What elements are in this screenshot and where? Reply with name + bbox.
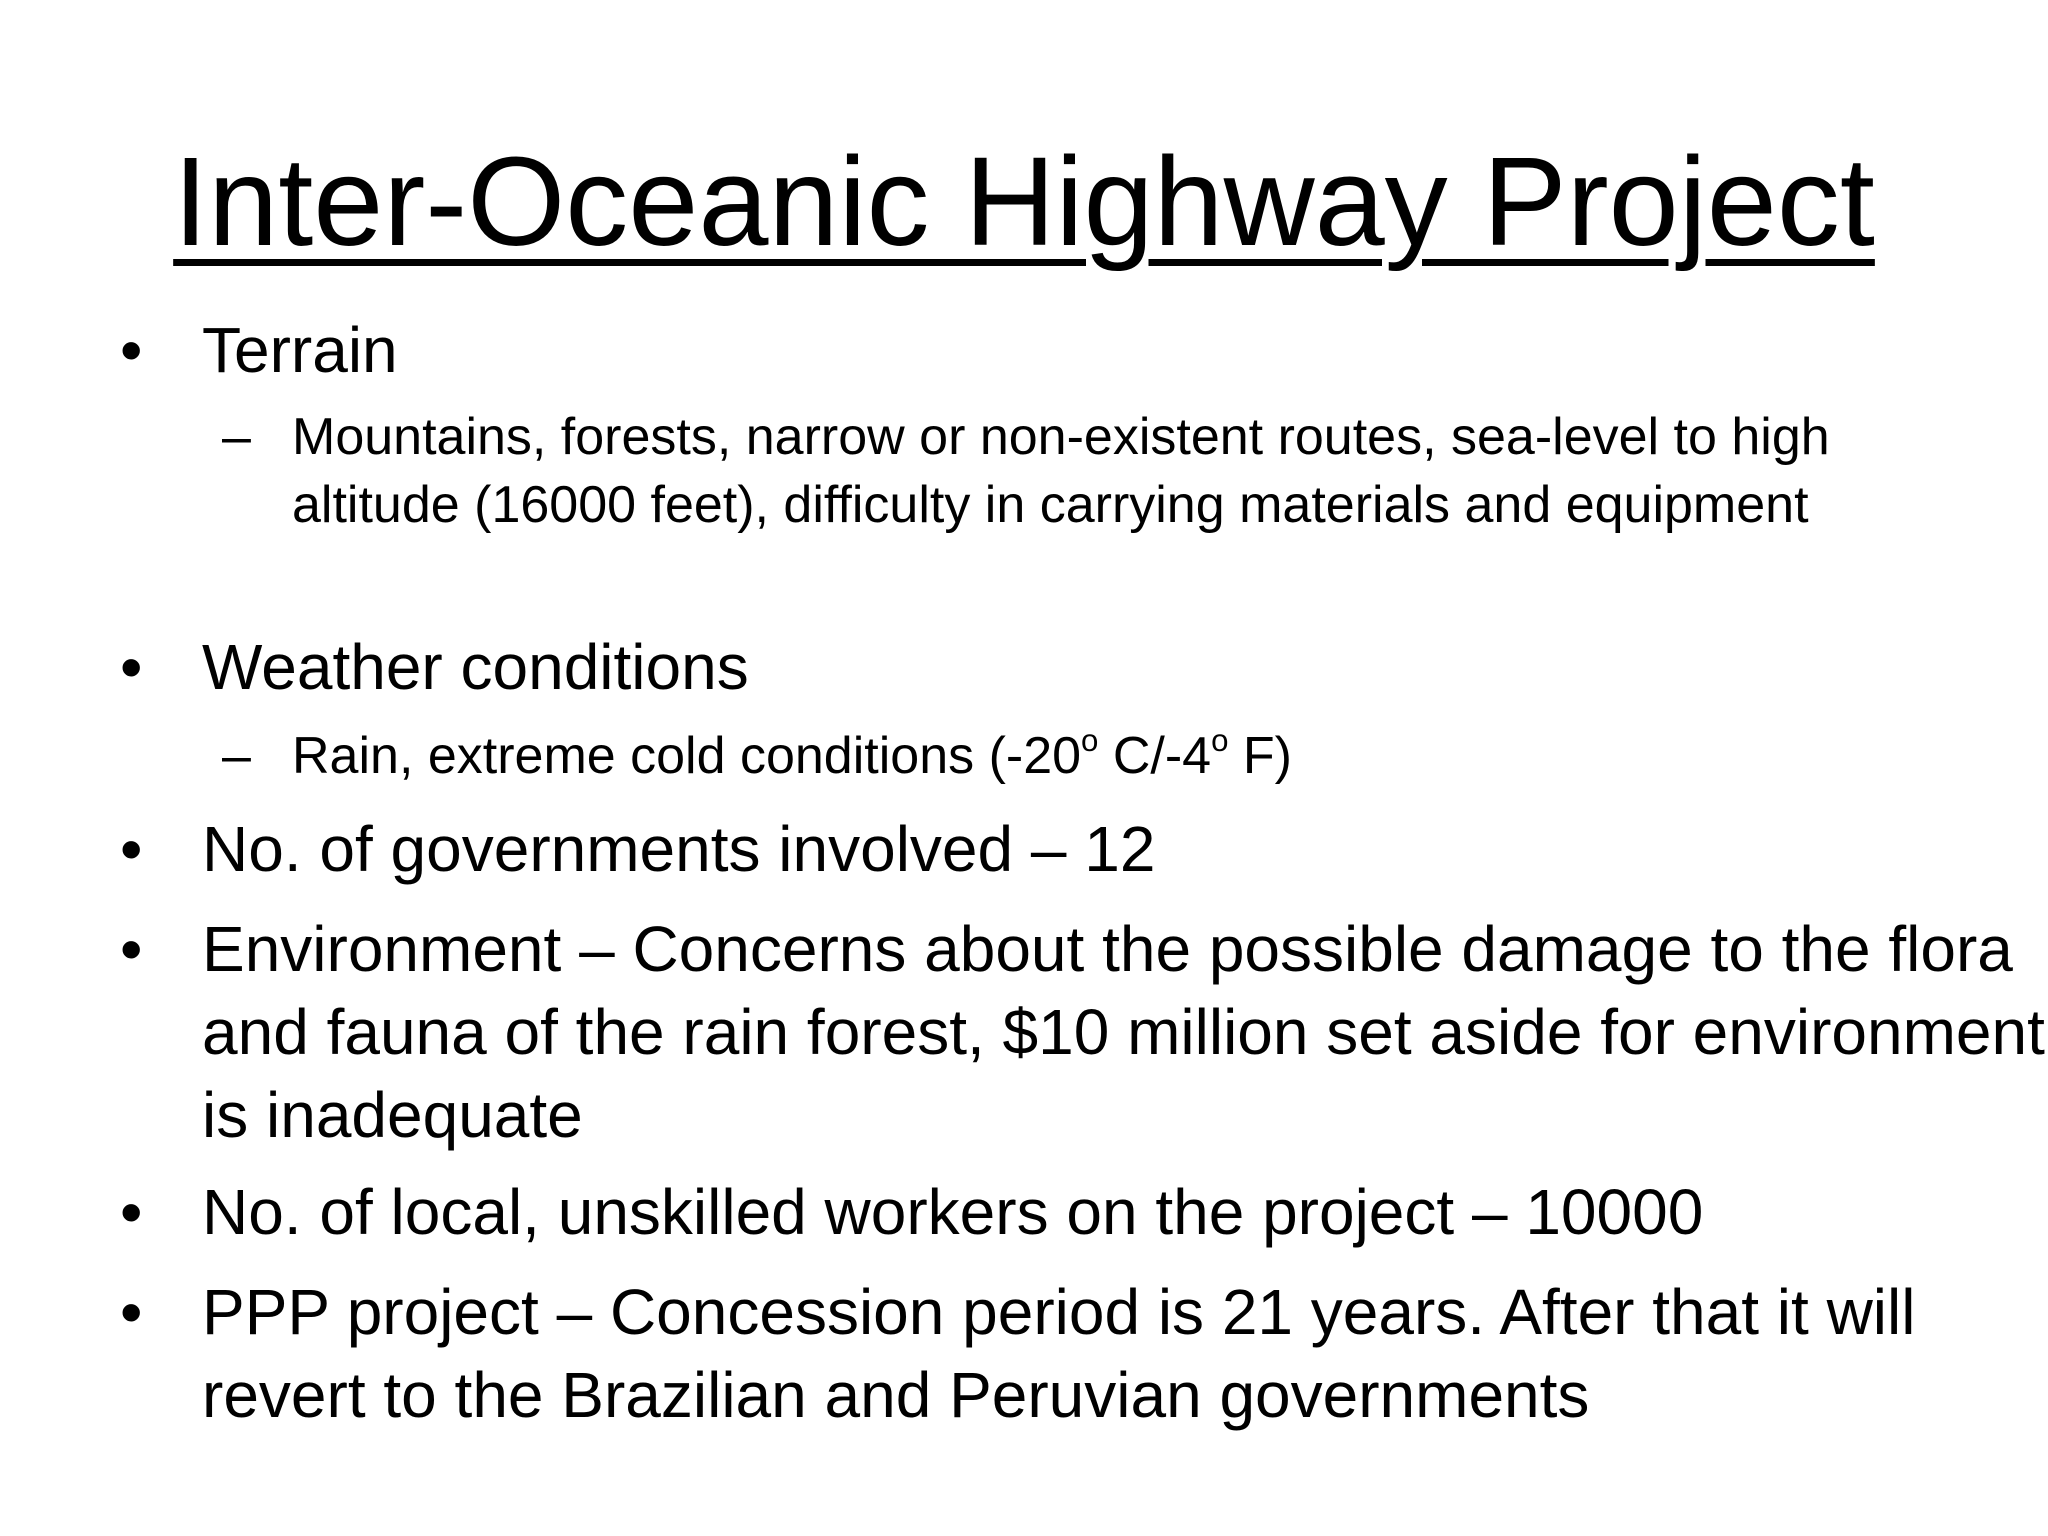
bullet-marker: •	[120, 1176, 143, 1248]
degree-superscript: o	[1211, 723, 1229, 759]
slide-title: Inter-Oceanic Highway Project	[173, 131, 1875, 272]
bullet-text: Terrain	[202, 314, 398, 386]
sub-bullet-marker: –	[222, 727, 251, 785]
bullet-marker: •	[120, 913, 143, 985]
weather-text-middle: C/-4	[1098, 727, 1212, 785]
sub-bullet-text: Mountains, forests, narrow or non-existent routes, sea-level to high altitude (16000 feet), difficulty in carrying materials and equipment	[292, 408, 1830, 534]
sub-bullet-marker: –	[222, 408, 251, 466]
weather-text-after: F)	[1228, 727, 1292, 785]
bullet-marker: •	[120, 314, 143, 386]
degree-superscript: o	[1081, 723, 1099, 759]
sub-bullet-text	[292, 722, 1932, 790]
bullet-text: No. of governments involved – 12	[202, 813, 1156, 885]
bullet-marker: •	[120, 1276, 143, 1348]
bullet-text: Weather conditions	[202, 631, 749, 703]
bullet-text: PPP project – Concession period is 21 years. After that it will revert to the Brazilian and Peruvian governments	[202, 1276, 1916, 1431]
bullet-text: No. of local, unskilled workers on the project – 10000	[202, 1176, 1704, 1248]
weather-text-before: Rain, extreme cold conditions (-20	[292, 727, 1082, 785]
bullet-text: Environment – Concerns about the possible damage to the flora and fauna of the rain forest, $10 million set aside for environment is inadequate	[202, 913, 2045, 1151]
bullet-marker: •	[120, 813, 143, 885]
bullet-marker: •	[120, 631, 143, 703]
